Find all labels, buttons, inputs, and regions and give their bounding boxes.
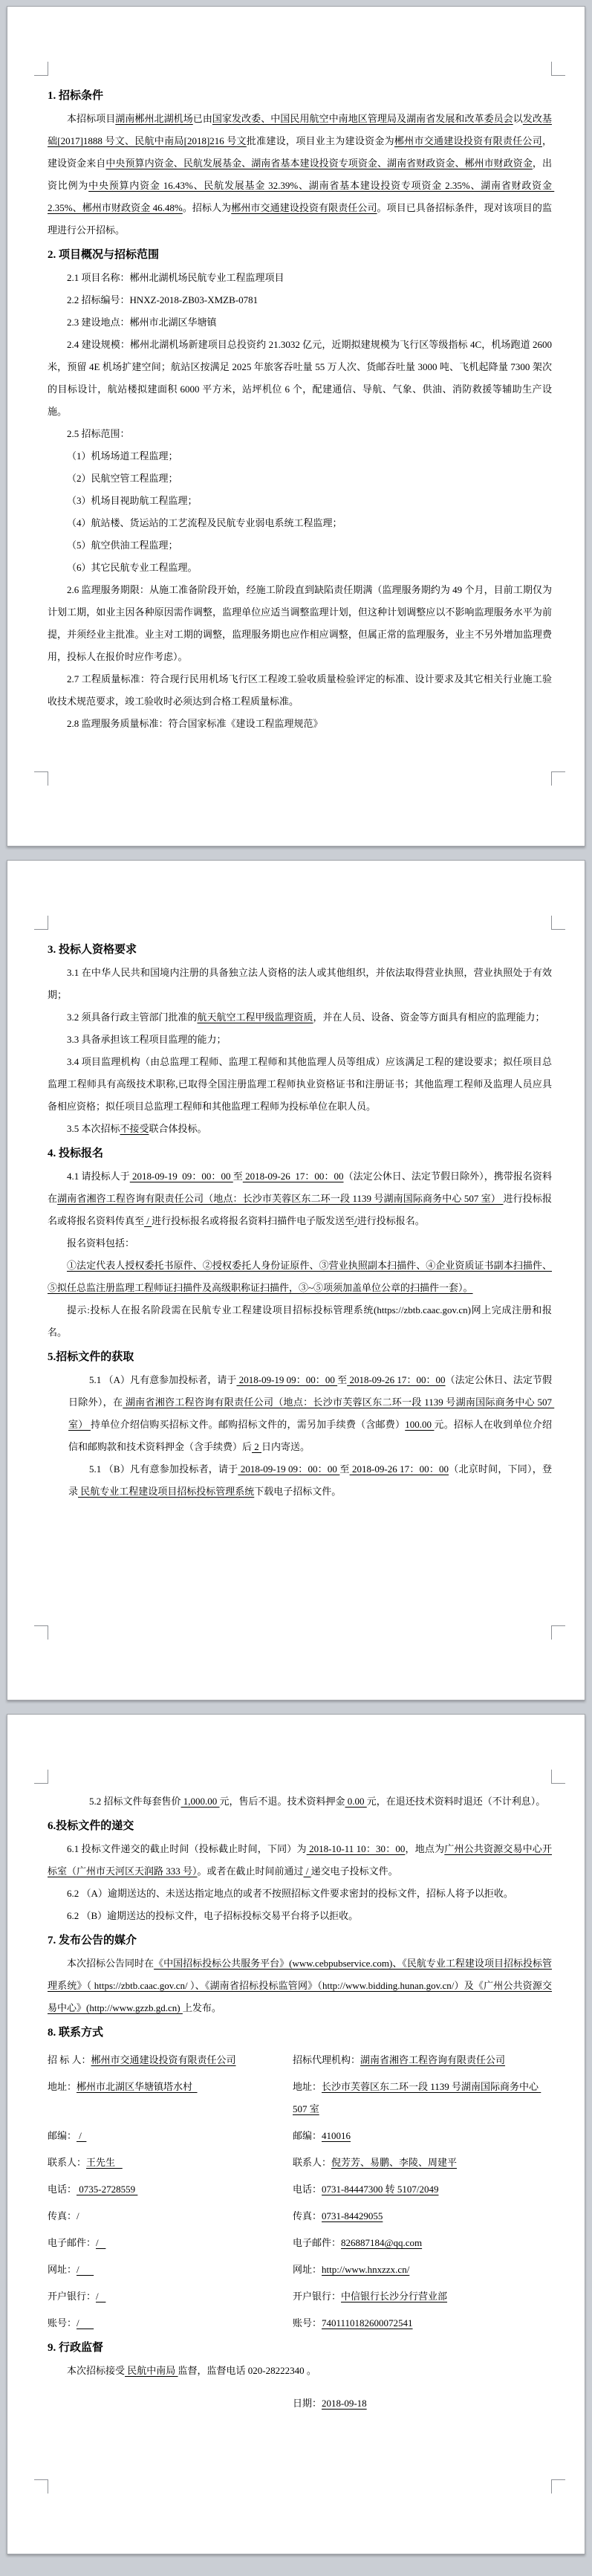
contact-row — [48, 2285, 552, 2308]
section-heading: 7. 发布公告的媒介 — [48, 1935, 137, 1946]
text-run: 开户银行： — [293, 2291, 342, 2302]
text-run: 联系人： — [48, 2157, 87, 2168]
underlined-text: 2018-09-26 17：00：00 — [349, 1463, 449, 1475]
text-run: 3.4 项目监理机构（由总监理工程师、监理工程师和其他监理人员等组成）应该满足工程的建设要求；拟任项目总监理工程师具有高级技术职称,已取得全国注册监理工程师执业资格证书和注册证书；其他监理工程师及监理人员应具备相应资格；拟任项目总监理工程师和其他监理工程师为投标单位在职人员。 — [48, 1056, 552, 1112]
paragraph — [48, 1006, 552, 1029]
underlined-text: / — [354, 1215, 357, 1226]
text-run: 元，在退还技术资料时退还（不计利息）。 — [366, 1796, 546, 1807]
text-run: 至 — [339, 1463, 350, 1475]
contact-row — [48, 2259, 552, 2281]
underlined-text: / — [303, 1865, 311, 1877]
paragraph — [48, 1883, 552, 1905]
page-2-content — [48, 936, 555, 1503]
text-run: 开户银行： — [48, 2291, 97, 2302]
text-run: 日期： — [293, 2398, 322, 2409]
contact-row — [48, 2178, 552, 2201]
contact-row — [48, 2076, 552, 2120]
tenderer-contact-cell — [48, 2312, 293, 2334]
text-run: 电话： — [293, 2184, 322, 2195]
underlined-text: 0735-2728559 — [77, 2184, 138, 2195]
text-run: 2.5 招标范围： — [67, 428, 130, 439]
underlined-text: 2018-09-26 17：00：00 — [242, 1171, 344, 1182]
text-run: ，地点为 — [405, 1843, 445, 1854]
text-run: 招标代理机构： — [293, 2054, 361, 2065]
underlined-text: 航天航空工程甲级监理资质 — [197, 1012, 313, 1023]
tenderer-contact-cell — [48, 2285, 293, 2308]
text-run: 进行投标报名或将报名资料传真至 — [48, 1193, 552, 1226]
paragraph — [48, 1255, 552, 1299]
tenderer-contact-cell — [48, 2205, 293, 2227]
page-3 — [7, 1714, 585, 2554]
underlined-text: ①法定代表人授权委托书原件、②授权委托人身份证原件、③营业执照副本扫描件、④企业资质证书副本扫描件、⑤拟任总监注册监理工程师证扫描件及高级职称证扫描件，③~⑤项须加盖单位公章的扫描件一套）。 — [48, 1260, 552, 1293]
text-run: 提示:投标人在报名阶段需在民航专业工程建设项目招标投标管理系统(https://zbtb.caac.gov.cn)网上完成注册和报名。 — [48, 1304, 552, 1338]
text-run: 2.3 建设地点：郴州市北湖区华塘镇 — [67, 317, 217, 328]
agency-contact-cell — [293, 2205, 552, 2227]
text-run: 传真： — [293, 2210, 322, 2221]
text-run: 6.2 （A）逾期送达的、未送达指定地点的或者不按照招标文件要求密封的投标文件，招标人将予以拒收。 — [67, 1888, 513, 1899]
date-line — [48, 2392, 552, 2415]
underlined-text: 民航中南局 — [125, 2365, 178, 2376]
underlined-text: 长沙市芙蓉区东二环一段 1139 号湖南国际商务中心 507 室 — [293, 2081, 541, 2114]
text-run: 上发布。 — [182, 2002, 221, 2013]
underlined-text: 中央预算内资金、民航发展基金、湖南省基本建设投资专项资金、湖南省财政资金、郴州市财政资金 — [105, 158, 533, 169]
tenderer-contact-cell — [48, 2152, 293, 2174]
underlined-text: 民航专业工程建设项目招标投标管理系统 — [78, 1486, 255, 1497]
paragraph — [48, 108, 555, 242]
paragraph — [48, 423, 552, 445]
text-run: （5）航空供油工程监理； — [67, 540, 178, 551]
page-2 — [7, 860, 585, 1700]
text-run: （1）机场场道工程监理； — [67, 450, 178, 462]
paragraph — [48, 445, 552, 467]
paragraph — [48, 962, 552, 1006]
paragraph — [68, 1790, 552, 1813]
text-run: 网址： — [293, 2264, 322, 2275]
text-run: 电子邮件： — [293, 2237, 342, 2248]
crop-mark-bottom-right-icon — [551, 771, 565, 786]
text-run: （2）民航空管工程监理； — [67, 473, 178, 484]
text-run: （4）航站楼、货运站的工艺流程及民航专业弱电系统工程监理； — [67, 517, 342, 528]
text-run: 本次招标接受 — [67, 2365, 126, 2376]
crop-mark-bottom-left-icon — [34, 1625, 48, 1640]
underlined-text: / — [96, 2291, 106, 2302]
crop-mark-top-right-icon — [551, 62, 565, 76]
text-run: 账号： — [48, 2317, 77, 2329]
text-run: 电话： — [48, 2184, 77, 2195]
underlined-text: 湖南省湘咨工程咨询有限责任公司（地点：长沙市芙蓉区东二环一段 1139 号湖南国际商务中心 507 室） — [57, 1193, 504, 1204]
text-run: 元，售后不退。技术资料押金 — [219, 1796, 345, 1807]
contact-row — [48, 2232, 552, 2254]
underlined-text: 100.00 — [405, 1419, 435, 1430]
tenderer-contact-cell — [48, 2232, 293, 2254]
crop-mark-bottom-right-icon — [551, 2479, 565, 2494]
tenderer-contact-cell — [48, 2049, 293, 2071]
tenderer-contact-cell — [48, 2178, 293, 2201]
underlined-text: 410016 — [322, 2130, 351, 2141]
paragraph — [48, 467, 552, 490]
text-run: 2.6 监理服务期限：从施工准备阶段开始，经施工阶段直到缺陷责任期满（监理服务期约为 49 个月，目前工期仅为计划工期，如业主因各种原因需作调整，监理单位应适当调整监理计划，但这种计划调整应以不影响监理服务水平为前提，并须经业主批准。业主对工期的调整，监理服务期也应作相应调整，但属正常的监理服务，业主不另外增加监理费用，投标人在报价时应作考虑）。 — [48, 584, 552, 662]
underlined-text: 《中国招标投标公共服务平台》(www.cebpubservice.com)、《民航专业工程建设项目招标投标管理系统》（ https://zbtb.caac.gov.cn/ ）、《湖南省招标投标监管网》（http://www.bidding.hunan.gov.cn/）及《广州公共资源交易中心》(http://www.gzzb.gd.cn) — [48, 1958, 552, 2013]
underlined-text: / — [96, 2237, 106, 2248]
paragraph — [48, 490, 552, 512]
underlined-text: 不接受 — [120, 1123, 149, 1134]
paragraph — [48, 1905, 552, 1927]
text-run: 进行投标报名。 — [357, 1215, 425, 1226]
underlined-text: 826887184@qq.com — [341, 2237, 423, 2248]
tenderer-contact-cell — [48, 2076, 293, 2120]
underlined-text: 广州公共资源交易中心开标室（广州市天河区天润路 333 号） — [48, 1843, 552, 1877]
text-run: 批准建设，项目业主为建设资金为 — [246, 135, 394, 146]
underlined-text: 中央预算内资金 16.43%、民航发展基金 32.39%、湖南省基本建设投资专项资金 2.35%、湖南省财政资金 2.35%、郴州市财政资金 46.48% — [48, 180, 555, 213]
underlined-text: 2 — [252, 1441, 262, 1452]
crop-mark-bottom-left-icon — [34, 2479, 48, 2494]
text-run: 2.7 工程质量标准：符合现行民用机场飞行区工程竣工验收质量检验评定的标准、设计要求及其它相关行业施工验收技术规范要求，竣工验收时必须达到合格工程质量标准。 — [48, 673, 552, 707]
text-run: 4.1 请投标人于 — [67, 1171, 130, 1182]
text-run: 报名资料包括： — [67, 1237, 135, 1249]
agency-contact-cell — [293, 2312, 552, 2334]
text-run: 3.1 在中华人民共和国境内注册的具备独立法人资格的法人或其他组织，并依法取得营业执照，营业执照处于有效期； — [48, 967, 552, 1000]
paragraph — [48, 713, 552, 735]
agency-contact-cell — [293, 2259, 552, 2281]
paragraph — [48, 1838, 552, 1883]
text-run: 5.2 招标文件每套售价 — [89, 1796, 181, 1807]
paragraph — [48, 579, 552, 668]
paragraph — [48, 311, 552, 334]
underlined-text: 0731-84429055 — [322, 2210, 383, 2221]
text-run: 联合体投标。 — [149, 1123, 207, 1134]
text-run: 地址： — [48, 2081, 77, 2092]
underlined-text: 0731-84447300 转 5107/2049 — [322, 2184, 439, 2195]
underlined-text: 2018-09-18 — [322, 2398, 367, 2409]
agency-contact-cell — [293, 2076, 552, 2120]
underlined-text: / — [77, 2317, 94, 2329]
underlined-text: / — [144, 1215, 152, 1226]
text-run: 5.1 （A）凡有意参加投标者，请于 — [89, 1374, 237, 1385]
crop-mark-top-left-icon — [34, 1770, 48, 1784]
text-run: 至 — [337, 1374, 348, 1385]
text-run: 。或者在截止时间前通过 — [197, 1865, 304, 1877]
underlined-text: 2018-09-19 09：00：00 — [129, 1171, 233, 1182]
agency-contact-cell — [293, 2049, 552, 2071]
text-run: 3.5 本次招标 — [67, 1123, 120, 1134]
crop-mark-top-right-icon — [551, 1770, 565, 1784]
paragraph — [48, 1299, 552, 1344]
paragraph — [48, 1029, 552, 1051]
section-heading: 4. 投标报名 — [48, 1148, 104, 1159]
contact-row — [48, 2312, 552, 2334]
text-run: 招 标 人： — [48, 2054, 91, 2065]
section-heading: 9. 行政监督 — [48, 2342, 104, 2354]
underlined-text: 2018-09-19 09：00：00 — [236, 1374, 338, 1385]
text-run: 元。招标人在收到单位介绍信和邮购款和技术资料押金（含手续费）后 — [68, 1419, 552, 1452]
text-run: 5.1 （B）凡有意参加投标者，请于 — [89, 1463, 238, 1475]
tenderer-contact-cell — [48, 2125, 293, 2147]
text-run: 以 — [513, 113, 523, 124]
underlined-text: 湖南郴州北湖机场 — [115, 113, 193, 124]
paragraph — [48, 534, 552, 557]
text-run: ，出资比例为 — [48, 158, 552, 191]
text-run: 地址： — [293, 2081, 322, 2092]
text-run: 2.1 项目名称：郴州北湖机场民航专业工程监理项目 — [67, 272, 284, 283]
text-run: 邮编： — [293, 2130, 322, 2141]
text-run: 。招标人为 — [182, 202, 232, 213]
text-run: 联系人： — [293, 2157, 332, 2168]
section-heading: 6.投标文件的递交 — [48, 1820, 134, 1832]
crop-mark-top-right-icon — [551, 916, 565, 930]
underlined-text: 倪芳芳、易鹏、李陵、周建平 — [331, 2157, 458, 2168]
contact-table — [48, 2049, 552, 2334]
paragraph — [48, 1051, 552, 1118]
section-heading: 1. 招标条件 — [48, 90, 104, 102]
text-run: （北京时间，下同），登录 — [68, 1463, 552, 1497]
agency-contact-cell — [293, 2285, 552, 2308]
text-run: 电子邮件： — [48, 2237, 97, 2248]
agency-contact-cell — [293, 2178, 552, 2201]
underlined-text: / — [77, 2130, 87, 2141]
underlined-text: 2018-09-19 09：00：00 — [238, 1463, 340, 1475]
text-run: 至 — [232, 1171, 243, 1182]
underlined-text: 1,000.00 — [180, 1796, 220, 1807]
underlined-text: 郴州市交通建设投资有限责任公司 — [91, 2054, 236, 2065]
paragraph — [48, 557, 552, 579]
section-heading: 8. 联系方式 — [48, 2027, 104, 2039]
underlined-text: 湖南省湘咨工程咨询有限责任公司 — [360, 2054, 506, 2065]
tenderer-contact-cell — [48, 2259, 293, 2281]
underlined-text: 2018-09-26 17：00：00 — [347, 1374, 446, 1385]
crop-mark-bottom-right-icon — [551, 1625, 565, 1640]
underlined-text: 发改基础[2017]1888 号文、民航中南局[2018]216 号文 — [48, 113, 552, 146]
text-run: 进行投标报名或将报名资料扫描件电子版发送至 — [152, 1215, 355, 1226]
text-run: 2.4 建设规模：郴州北湖机场新建项目总投资约 21.3032 亿元，近期拟建规模为飞行区等级指标 4C，机场跑道 2600 米，预留 4E 机场扩建空间；航站区按满足 2025 年旅客吞吐量 55 万人次、货邮吞吐量 3000 吨、飞机起降量 7300 架次的目标设计，航站楼拟建面积 6000 平方米，站坪机位 6 个，配建通信、导航、气象、供油、消防救援等辅助生产设施。 — [48, 339, 555, 417]
text-run: 递交电子投标文件。 — [310, 1865, 398, 1877]
contact-row — [48, 2205, 552, 2227]
paragraph — [48, 289, 552, 311]
contact-row — [48, 2049, 552, 2071]
underlined-text: 2018-10-11 10：30：00 — [306, 1843, 406, 1854]
text-run: 账号： — [293, 2317, 322, 2329]
paragraph — [48, 1118, 552, 1140]
section-heading: 5.招标文件的获取 — [48, 1351, 134, 1363]
text-run: 已由 — [192, 113, 212, 124]
text-run: 3.3 具备承担该工程项目监理的能力； — [67, 1034, 227, 1045]
underlined-text: 郴州市北湖区华塘镇塔水村 — [77, 2081, 198, 2092]
text-run: 传真：/ — [48, 2210, 79, 2221]
text-run: 本招标项目 — [67, 113, 116, 124]
contact-row — [48, 2125, 552, 2147]
text-run: 邮编： — [48, 2130, 77, 2141]
underlined-text: 郴州市交通建设投资有限责任公司 — [394, 135, 542, 146]
text-run: 本次招标公告同时在 — [67, 1958, 154, 1969]
section-heading: 2. 项目概况与招标范围 — [48, 249, 160, 261]
paragraph — [48, 1952, 552, 2019]
paragraph — [68, 1369, 555, 1458]
page-1-content — [48, 82, 555, 735]
paragraph — [48, 267, 552, 289]
paragraph — [48, 2360, 552, 2382]
agency-contact-cell — [293, 2232, 552, 2254]
crop-mark-bottom-left-icon — [34, 771, 48, 786]
crop-mark-top-left-icon — [34, 62, 48, 76]
text-run: 日内寄送。 — [261, 1441, 310, 1452]
text-run: 持单位介绍信购买招标文件。邮购招标文件的，需另加手续费（含邮费） — [90, 1419, 406, 1430]
text-run: 6.2 （B）逾期送达的投标文件，电子招标投标交易平台将予以拒收。 — [67, 1910, 359, 1921]
paragraph — [48, 1165, 552, 1232]
paragraph — [48, 1232, 552, 1255]
text-run: 3.2 须具备行政主管部门批准的 — [67, 1012, 198, 1023]
text-run: 2.2 招标编号：HNXZ-2018-ZB03-XMZB-0781 — [67, 294, 258, 305]
crop-mark-top-left-icon — [34, 916, 48, 930]
section-heading: 3. 投标人资格要求 — [48, 944, 137, 956]
text-run: 2.8 监理服务质量标准：符合国家标准《建设工程监理规范》 — [67, 718, 323, 729]
text-run: 。项目已具备招标条件，现对该项目的监理进行公开招标。 — [48, 202, 552, 236]
underlined-text: 湖南省湘咨工程咨询有限责任公司（地点：长沙市芙蓉区东二环一段 1139 号湖南国际商务中心 507 室） — [68, 1397, 555, 1430]
text-run: 6.1 投标文件递交的截止时间（投标截止时间，下同）为 — [67, 1843, 307, 1854]
contact-row — [48, 2152, 552, 2174]
text-run: ，建设资金来自 — [48, 135, 552, 169]
underlined-text: 0.00 — [345, 1796, 367, 1807]
underlined-text: http://www.hnxzzx.cn/ — [322, 2264, 410, 2275]
underlined-text: 王先生 — [86, 2157, 123, 2168]
underlined-text: 7401110182600072541 — [322, 2317, 413, 2329]
page-3-content — [48, 1790, 552, 2415]
text-run: ，并在人员、设备、资金等方面具有相应的监理能力； — [313, 1012, 545, 1023]
page-1 — [7, 6, 585, 847]
agency-contact-cell — [293, 2152, 552, 2174]
paragraph — [48, 668, 552, 713]
text-run: 监督，监督电话 020-28222340 。 — [178, 2365, 316, 2376]
text-run: （法定公休日、法定节假日除外），携带报名资料在 — [48, 1171, 552, 1204]
text-run: （6）其它民航专业工程监理。 — [67, 562, 198, 573]
paragraph — [48, 512, 552, 534]
paragraph — [48, 334, 555, 423]
paragraph — [68, 1458, 552, 1503]
text-run: 下载电子招标文件。 — [254, 1486, 342, 1497]
underlined-text: / — [77, 2264, 94, 2275]
underlined-text: 中信银行长沙分行营业部 — [341, 2291, 448, 2302]
text-run: （法定公休日、法定节假日除外），在 — [68, 1374, 552, 1408]
underlined-text: 国家发改委、中国民用航空中南地区管理局及湖南省发展和改革委员会 — [212, 113, 513, 124]
document-viewer — [0, 6, 592, 2576]
underlined-text: 郴州市交通建设投资有限责任公司 — [231, 202, 377, 213]
text-run: （3）机场目视助航工程监理； — [67, 495, 198, 506]
agency-contact-cell — [293, 2125, 552, 2147]
text-run: 网址： — [48, 2264, 77, 2275]
